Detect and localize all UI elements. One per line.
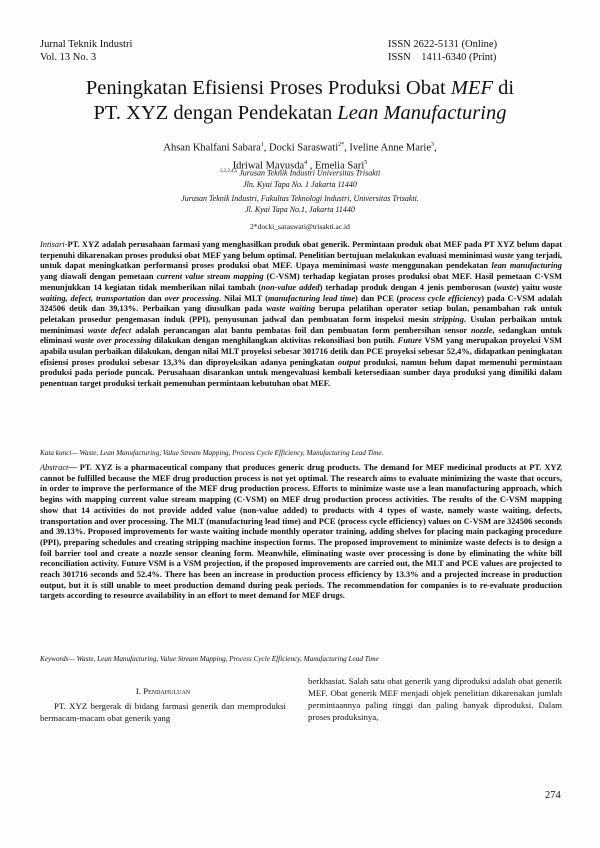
author-line-2: Idriwal Mayusda$^4$ , Emelia Sari$^5$	[232, 159, 368, 171]
author-name: Emelia Sari	[315, 160, 365, 171]
issn-print: ISSN 1411-6340 (Print)	[388, 52, 497, 63]
section-number: I.	[135, 686, 142, 696]
body-column-left	[40, 685, 286, 724]
affiliation-address: Jln. Kyai Tapa No. 1 Jakarta 11440	[243, 179, 357, 189]
title-text: Peningkatan Efisiensi Proses Produksi Obat	[85, 77, 451, 99]
keywords-english: Keywords— Waste, Lean Manufacturing, Value Stream Mapping, Process Cycle Efficiency, Manufacturing Lead Time	[40, 655, 379, 663]
body-column-right	[308, 675, 562, 723]
author-sup: 4	[304, 159, 308, 166]
abstract-label: Intisari-	[40, 240, 68, 249]
affiliation-2	[30, 193, 570, 215]
author-name: Iveline Anne Marie	[349, 142, 431, 154]
body-paragraph: berkhasiat. Salah satu obat generik yang diproduksi adalah obat generik MEF. Obat generik MEF menjadi objek penelitian dikarenakan jumlah permintaannya paling tinggi dan paling banyak diproduksi. Dalam proses produksinya,	[308, 676, 562, 722]
author-name: Idriwal Mayusda	[232, 160, 305, 171]
running-header-right	[388, 38, 497, 64]
title-text: PT. XYZ dengan Pendekatan	[93, 102, 338, 124]
affiliation-address: Jl. Kyai Tapa No.1, Jakarta 11440	[245, 205, 355, 214]
title-line-2	[20, 101, 580, 126]
author-line-1: Ahsan Khalfani Sabara$^1$, Docki Saraswati$^{2*}$, Iveline Anne Marie$^3$,	[163, 142, 437, 154]
keywords-indonesian: Kata kunci— Waste, Lean Manufacturing, Value Stream Mapping, Process Cycle Efficiency, Manufacturing Lead Time.	[40, 449, 384, 457]
author-sup: 5	[364, 159, 368, 166]
affiliation-sup: 1,2,3,4,5	[219, 169, 238, 174]
journal-volume: Vol. 13 No. 3	[40, 52, 97, 63]
author-sup: 2*	[338, 142, 345, 148]
running-header-left	[40, 38, 132, 64]
title-text: di	[493, 77, 515, 99]
abstract-indonesian: Intisari-PT. XYZ adalah perusahaan farmasi yang menghasilkan produk obat generik. Permintaan produk obat MEF pada PT XYZ belum dapat terpenuhi dikarenakan proses produksi obat MEF yang belum optimal. Penelitian bertujuan melakukan evaluasi meminimasi waste yang terjadi, untuk dapat meningkatkan performansi proses produksi obat MEF. Upaya meminimasi waste menggunakan pendekatan lean manufacturing yang diawali dengan pemetaan current value stream mapping (C-VSM) terhadap kegiatan proses produksi obat MEF. Hasil pemetaan C-VSM menunjukkan 14 kegiatan tidak memberikan nilai tambah (non-value added) terhadap produk dengan 4 jenis pemborosan (waste) yaitu waste waiting, defect, transportation dan over processing. Nilai MLT (manufacturing lead time) dan PCE (process cycle efficiency) pada C-VSM adalah 324506 detik dan 39,13%. Perbaikan yang diusulkan pada waste waiting berupa pelatihan operator setiap bulan, penambahan rak untuk peletakan prosedur pengemasan induk (PPI), penyusunan jadwal dan pembuatan form inspeksi mesin stripping. Usulan perbaikan untuk meminimasi waste defect adalah perancangan alat bantu pembatas foil dan pembuatan form pembersihan sensor nozzle, sedangkan untuk eliminasi waste over processing dilakukan dengan menghilangkan aktivitas rekonsiliasi bon putih. Future VSM yang merupakan proyeksi VSM apabila usulan perbaikan dilakukan, dengan nilai MLT proyeksi sebesar 301716 detik dan PCE proyeksi sebesar 52,4%, didapatkan peningkatan efisiensi proses produksi sebesar 13,3% dan diproyeksikan adanya peningkatan output produksi, namun belum dapat memenuhi permintaan produksi pada periode puncak. Perusahaan disarankan untuk mengevaluasi kembali ketersediaan sumber daya produksi yang dimiliki dalam penentuan target produksi terkait pemenuhan permintaan kebutuhan obat MEF.	[40, 240, 563, 389]
journal-name: Jurnal Teknik Industri	[40, 39, 133, 50]
corresponding-email: 2*docki_saraswati@trisakti.ac.id	[250, 222, 350, 231]
body-paragraph: PT. XYZ bergerak di bidang farmasi generik dan memproduksi bermacam-macam obat generik yang	[40, 701, 286, 723]
affiliation-text: Jurusan Teknik Industri Universitas Trisakti	[239, 168, 381, 178]
author-name: Ahsan Khalfani Sabara	[163, 142, 261, 154]
affiliation-1	[30, 166, 570, 190]
title-italic: Lean Manufacturing	[337, 102, 507, 124]
abstract-label: Abstract	[40, 463, 69, 472]
abstract-text: — PT. XYZ is a pharmaceutical company that produces generic drug products. The demand for MEF medicinal products at PT. XYZ cannot be fulfilled because the MEF drug production process is not yet optimal. The research aims to evaluate minimizing the waste that occurs, in order to improve the performance of the MEF drug production process. Efforts to minimize waste use a lean manufacturing approach, which begins with mapping current value stream mapping (C-VSM) on MEF drug production process activities. The results of the C-VSM mapping show that 14 activities do not provide added value (non-value added) to products with 4 types of waste, namely waste waiting, defects, transportation and over processing. The MLT (manufacturing lead time) and PCE (process cycle efficiency) values on C-VSM are 324506 seconds and 39.13%. Proposed improvements for waste waiting include monthly operator training, adding shelves for placing main packaging procedure (PPI), preparing schedules and creating stripping machine inspection forms. The proposed improvement to minimize waste defects is to design a foil barrier tool and create a nozzle sensor cleaning form. Meanwhile, eliminating waste over processing is done by eliminating the white bill reconciliation activity. Future VSM is a VSM projection, if the proposed improvements are carried out, the MLT and PCE values are projected to reach 301716 seconds and 52.4%. There has been an increase in production process efficiency by 13.3% and a projected increase in production output, but it is still unable to meet production demand during peak periods. The recommendation for companies is to re-evaluate production targets according to resource availability in an effort to meet demand for MEF drugs.	[40, 463, 562, 601]
section-heading	[40, 685, 286, 697]
title-line-1	[20, 76, 580, 101]
paper-title	[20, 76, 580, 126]
author-sup: 1	[260, 142, 264, 148]
affiliation-text: Jurusan Teknik Industri, Fakultas Teknologi Industri, Universitas Trisakti.	[181, 194, 419, 203]
title-italic: MEF	[450, 77, 494, 99]
abstract-english	[40, 463, 562, 602]
affiliation-line	[30, 166, 570, 179]
page-number: 274	[545, 790, 561, 801]
author-name: Docki Saraswati	[269, 142, 339, 154]
author-sup: 3	[431, 142, 434, 148]
issn-online: ISSN 2622-5131 (Online)	[388, 39, 498, 50]
section-title: Pendahuluan	[143, 686, 191, 696]
